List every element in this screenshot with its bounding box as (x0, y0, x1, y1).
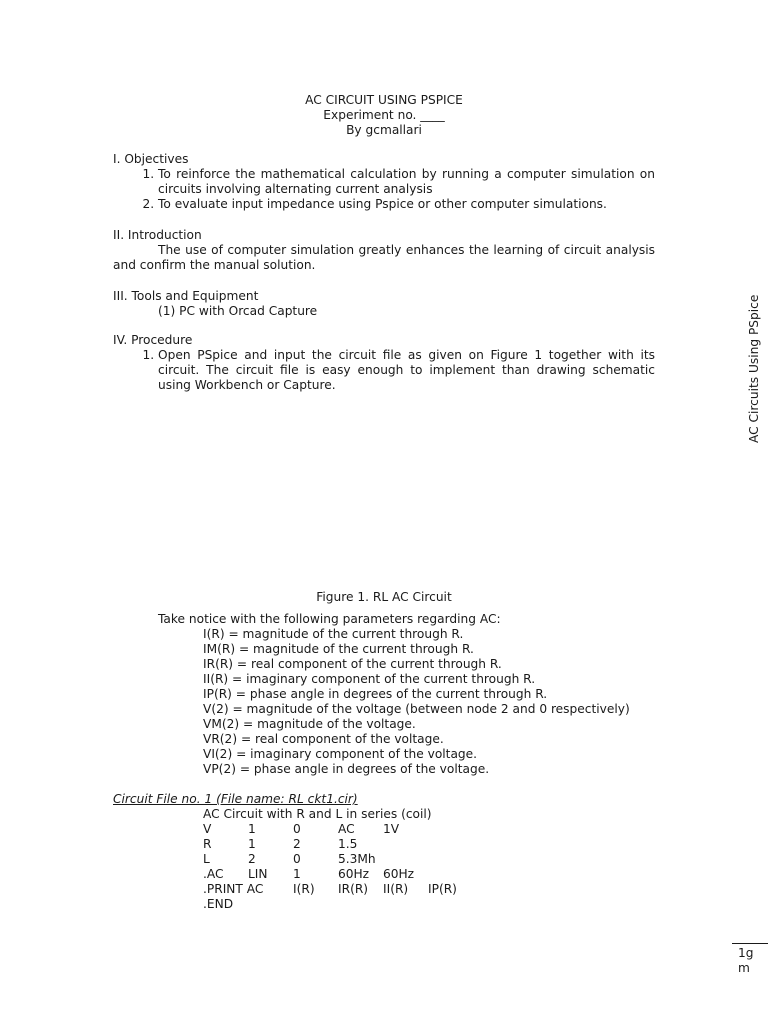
circuit-file-cell: .PRINT AC (203, 882, 264, 896)
tools-heading: III. Tools and Equipment (113, 289, 259, 303)
notice-section (113, 612, 655, 777)
objective-item-1: 1. To reinforce the mathematical calculation by running a computer simulation on circuits involving alternating current analysis (158, 167, 655, 197)
page-number: 1gm (738, 946, 754, 975)
circuit-file-cell: .AC (203, 867, 224, 881)
circuit-file-cell (248, 897, 293, 912)
procedure-heading: IV. Procedure (113, 333, 193, 347)
document-header (0, 93, 768, 138)
circuit-file-cell: 1 (248, 837, 256, 851)
circuit-file-cell: 60Hz (383, 867, 415, 881)
circuit-file-cell (383, 897, 428, 912)
figure-caption: Figure 1. RL AC Circuit (316, 590, 452, 604)
procedure-item-1: 1. Open PSpice and input the circuit file as given on Figure 1 together with its circuit. The circuit file is easy enough to implement than drawing schematic using Workbench or Capture. (158, 348, 655, 393)
parameter-item: VR(2) = real component of the voltage. (203, 732, 444, 746)
procedure-list (113, 348, 655, 393)
circuit-file-cell: 2 (293, 837, 301, 851)
circuit-file-cell: IP(R) (428, 882, 457, 896)
circuit-file-cell: AC (338, 822, 355, 836)
introduction-heading: II. Introduction (113, 228, 202, 242)
circuit-file-section (113, 792, 655, 912)
circuit-file-row (203, 867, 457, 882)
circuit-file-cell: L (203, 852, 210, 866)
circuit-file-cell: 5.3Mh (338, 852, 376, 866)
circuit-file-cell: 0 (293, 822, 301, 836)
circuit-file-rows (203, 822, 457, 912)
circuit-file-cell (293, 897, 338, 912)
parameter-item: VP(2) = phase angle in degrees of the voltage. (203, 762, 490, 776)
page-number-rule (732, 943, 768, 944)
circuit-file-cell (428, 822, 457, 837)
circuit-file-cell (428, 897, 457, 912)
circuit-file-cell (383, 852, 428, 867)
tools-item: (1) PC with Orcad Capture (158, 304, 318, 318)
introduction-section (113, 228, 655, 273)
circuit-file-cell: LIN (248, 867, 268, 881)
objectives-section (113, 152, 655, 212)
circuit-file-cell (383, 837, 428, 852)
circuit-file-row (203, 882, 457, 897)
tools-section (113, 289, 655, 319)
objectives-heading: I. Objectives (113, 152, 189, 166)
circuit-file-cell: 1 (293, 867, 301, 881)
circuit-file-table (203, 822, 457, 912)
circuit-file-cell (428, 852, 457, 867)
parameter-item: I(R) = magnitude of the current through R. (203, 627, 464, 641)
circuit-file-row (203, 822, 457, 837)
side-running-title: AC Circuits Using PSpice (747, 294, 761, 443)
author-line: By gcmallari (346, 123, 422, 137)
parameter-item: IP(R) = phase angle in degrees of the current through R. (203, 687, 548, 701)
circuit-file-cell: I(R) (293, 882, 315, 896)
circuit-file-title: Circuit File no. 1 (File name: RL ckt1.cir) (113, 792, 358, 806)
circuit-file-cell: R (203, 837, 212, 851)
circuit-file-row (203, 837, 457, 852)
circuit-file-first-line: AC Circuit with R and L in series (coil) (203, 807, 432, 821)
parameter-item: IM(R) = magnitude of the current through R. (203, 642, 474, 656)
circuit-file-cell: 0 (293, 852, 301, 866)
notice-intro: Take notice with the following parameters regarding AC: (158, 612, 501, 626)
circuit-file-cell: 1V (383, 822, 400, 836)
circuit-file-cell: IR(R) (338, 882, 369, 896)
parameter-item: VI(2) = imaginary component of the voltage. (203, 747, 478, 761)
circuit-file-cell (338, 897, 383, 912)
parameter-list (113, 627, 655, 777)
circuit-file-cell: .END (203, 897, 234, 911)
circuit-file-cell (428, 837, 457, 852)
parameter-item: VM(2) = magnitude of the voltage. (203, 717, 416, 731)
objectives-list (113, 167, 655, 212)
document-title: AC CIRCUIT USING PSPICE (305, 93, 463, 107)
circuit-file-cell: 1.5 (338, 837, 358, 851)
circuit-file-row (203, 897, 457, 912)
introduction-text: The use of computer simulation greatly enhances the learning of circuit analysis and confirm the manual solution. (113, 243, 655, 272)
circuit-file-cell: II(R) (383, 882, 409, 896)
circuit-file-cell: 60Hz (338, 867, 370, 881)
circuit-file-cell: 2 (248, 852, 256, 866)
objective-item-2: 2. To evaluate input impedance using Pspice or other computer simulations. (158, 197, 655, 212)
experiment-number: Experiment no. ____ (323, 108, 445, 122)
circuit-file-row (203, 852, 457, 867)
parameter-item: II(R) = imaginary component of the current through R. (203, 672, 536, 686)
parameter-item: IR(R) = real component of the current through R. (203, 657, 502, 671)
parameter-item: V(2) = magnitude of the voltage (between node 2 and 0 respectively) (203, 702, 630, 716)
circuit-file-cell (428, 867, 457, 882)
procedure-section (113, 333, 655, 393)
circuit-file-cell: V (203, 822, 212, 836)
circuit-file-cell: 1 (248, 822, 256, 836)
